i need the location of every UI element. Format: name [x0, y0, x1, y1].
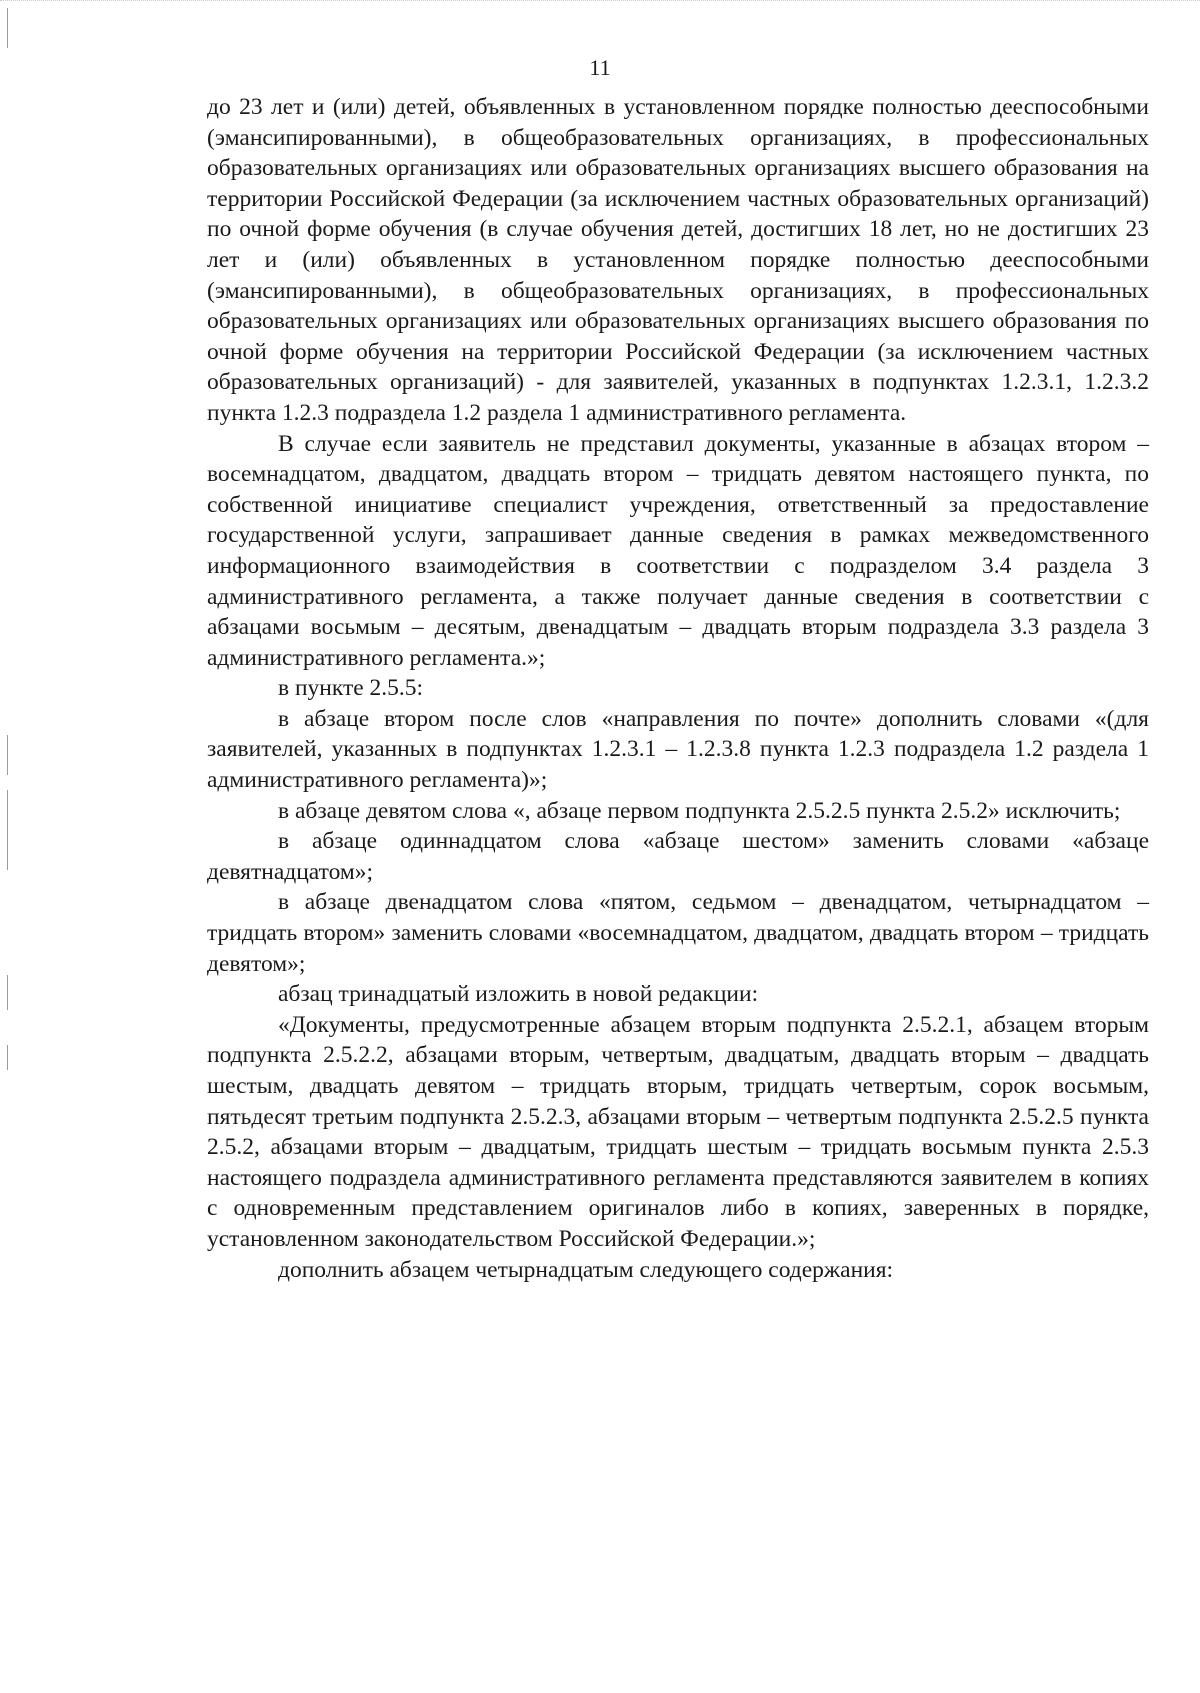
paragraph: дополнить абзацем четырнадцатым следующего содержания:: [278, 1256, 894, 1283]
paragraph: в пункте 2.5.5:: [278, 675, 424, 702]
paragraph: В случае если заявитель не представил документы, указанные в абзацах втором – восемнадцатом, двадцатом, двадцать втором – тридцать девятом настоящего пункта, по собственной инициативе специалист учреждения, ответственный за предоставление государственной услуги, запрашивает данные сведения в рамках межведомственного информационного взаимодействия в соответствии с подразделом 3.4 раздела 3 административного регламента, а также получает данные сведения в соответствии с абзацами восьмым – десятым, двенадцатым – двадцать вторым подраздела 3.3 раздела 3 административного регламента.»;: [207, 430, 1149, 671]
scan-edge-artifact: [0, 0, 1200, 9]
scan-edge-artifact: [7, 975, 8, 1010]
document-body: [207, 92, 1149, 1285]
paragraph-continued: до 23 лет и (или) детей, объявленных в установленном порядке полностью дееспособными (эмансипированными), в общеобразовательных организациях, в профессиональных образовательных организациях или образовательных организациях высшего образования на территории Российской Федерации (за исключением частных образовательных организаций) по очной форме обучения (в случае обучения детей, достигших 18 лет, но не достигших 23 лет и (или) объявленных в установленном порядке полностью дееспособными (эмансипированными), в общеобразовательных организациях, в профессиональных образовательных организациях или образовательных организациях высшего образования по очной форме обучения на территории Российской Федерации (за исключением частных образовательных организаций) - для заявителей, указанных в подпунктах 1.2.3.1, 1.2.3.2 пункта 1.2.3 подраздела 1.2 раздела 1 административного регламента.: [207, 94, 1149, 426]
scan-edge-artifact: [7, 735, 8, 775]
scan-edge-artifact: [7, 790, 8, 870]
scan-edge-artifact: [7, 8, 8, 48]
paragraph: в абзаце девятом слова «, абзаце первом подпункта 2.5.2.5 пункта 2.5.2» исключить;: [278, 797, 1121, 824]
scan-edge-artifact: [7, 1045, 8, 1070]
paragraph: «Документы, предусмотренные абзацем вторым подпункта 2.5.2.1, абзацем вторым подпункта 2.5.2.2, абзацами вторым, четвертым, двадцатым, двадцать вторым – двадцать шестым, двадцать девятом – тридцать вторым, тридцать четвертым, сорок восьмым, пятьдесят третьим подпункта 2.5.2.3, абзацами вторым – четвертым подпункта 2.5.2.5 пункта 2.5.2, абзацами вторым – двадцатым, тридцать шестым – тридцать восьмым пункта 2.5.3 настоящего подраздела административного регламента представляются заявителем в копиях с одновременным представлением оригиналов либо в копиях, заверенных в порядке, установленном законодательством Российской Федерации.»;: [207, 1011, 1149, 1252]
paragraph: в абзаце втором после слов «направления по почте» дополнить словами «(для заявителей, указанных в подпунктах 1.2.3.1 – 1.2.3.8 пункта 1.2.3 подраздела 1.2 раздела 1 административного регламента)»;: [207, 705, 1149, 794]
page-number: 11: [589, 55, 611, 80]
paragraph: абзац тринадцатый изложить в новой редакции:: [278, 981, 759, 1008]
paragraph: в абзаце одиннадцатом слова «абзаце шестом» заменить словами «абзаце девятнадцатом»;: [207, 828, 1149, 885]
paragraph: в абзаце двенадцатом слова «пятом, седьмом – двенадцатом, четырнадцатом – тридцать втором» заменить словами «восемнадцатом, двадцатом, двадцать втором – тридцать девятом»;: [207, 889, 1149, 977]
